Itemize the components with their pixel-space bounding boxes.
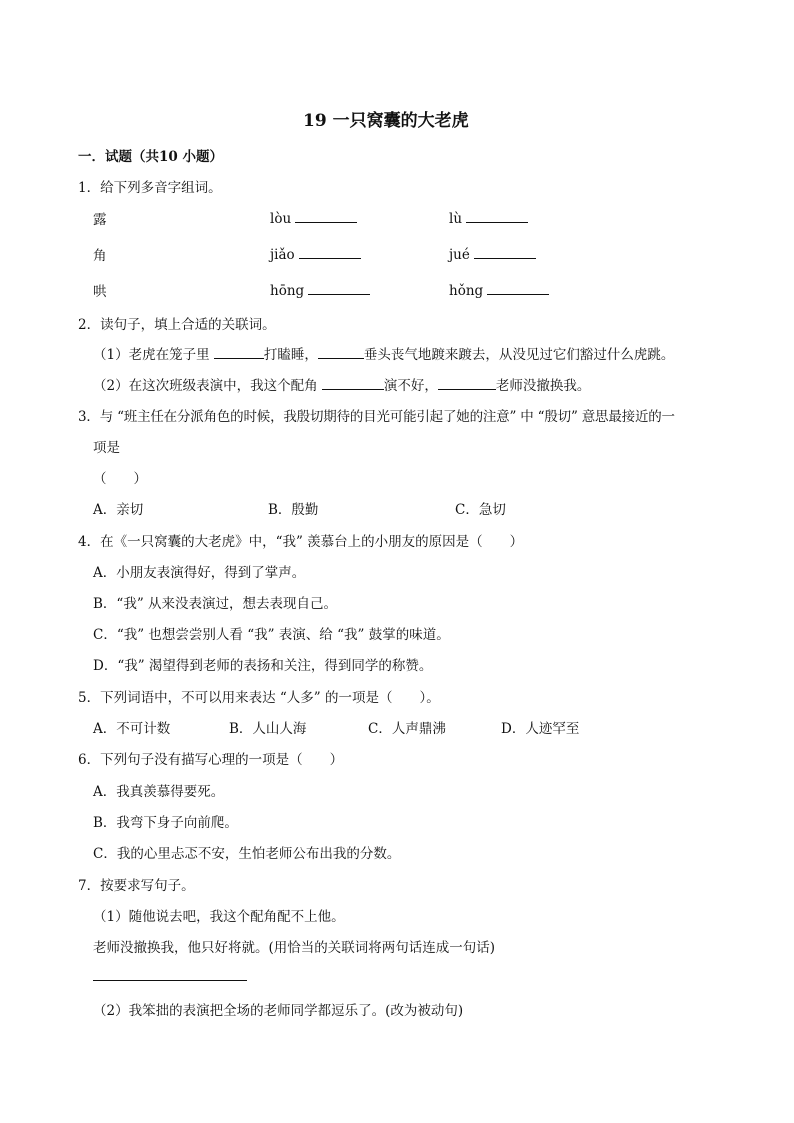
option-d[interactable]: D．“我” 渴望得到老师的表扬和关注，得到同学的称赞。 <box>93 658 433 674</box>
answer-blank[interactable] <box>487 280 549 295</box>
answer-blank[interactable] <box>474 244 536 259</box>
answer-blank[interactable] <box>466 208 528 223</box>
pinyin-label: lù <box>449 211 463 227</box>
answer-paren[interactable]: （ ） <box>93 471 147 487</box>
option-d[interactable]: D．人迹罕至 <box>501 721 580 737</box>
answer-blank[interactable] <box>299 244 361 259</box>
option-a[interactable]: A．亲切 <box>93 502 144 518</box>
section-heading: 一．试题（共10 小题） <box>78 149 223 165</box>
polyphone-char: 露 <box>93 212 107 228</box>
answer-blank[interactable] <box>295 208 357 223</box>
option-a[interactable]: A．我真羡慕得要死。 <box>93 784 225 800</box>
pinyin-2 <box>449 280 549 299</box>
pinyin-1 <box>270 208 357 227</box>
answer-blank[interactable] <box>214 344 264 359</box>
question-stem: 6．下列句子没有描写心理的一项是（ ） <box>78 752 344 768</box>
pinyin-label: hǒng <box>449 283 484 299</box>
option-c[interactable]: C．我的心里忐忑不安，生怕老师公布出我的分数。 <box>93 846 401 862</box>
pinyin-label: hōng <box>270 283 305 299</box>
answer-blank[interactable] <box>322 375 384 390</box>
question-stem-cont: 项是 <box>93 440 120 456</box>
sentence-1 <box>93 343 674 363</box>
option-a[interactable]: A．不可计数 <box>93 721 171 737</box>
question-stem: 7．按要求写句子。 <box>78 878 195 894</box>
question-stem: 2．读句子，填上合适的关联词。 <box>78 317 276 333</box>
sentence-part: 垂头丧气地踱来踱去，从没见过它们豁过什么虎跳。 <box>363 347 675 363</box>
answer-blank[interactable] <box>318 344 364 359</box>
pinyin-1 <box>270 280 370 299</box>
option-c[interactable]: C．人声鼎沸 <box>368 721 446 737</box>
sentence-2 <box>93 374 590 394</box>
pinyin-label: lòu <box>270 211 292 227</box>
option-b[interactable]: B．人山人海 <box>229 721 307 737</box>
page-title: 19 一只窝囊的大老虎 <box>303 111 469 131</box>
sentence-part: （2）在这次班级表演中，我这个配角 <box>93 378 322 394</box>
pinyin-label: jué <box>449 247 470 263</box>
answer-blank[interactable] <box>308 280 370 295</box>
pinyin-2 <box>449 244 536 263</box>
sentence-part: 老师没撤换我。 <box>495 378 591 394</box>
sentence-part: （1）老虎在笼子里 <box>93 347 214 363</box>
subquestion-1: （1）随他说去吧，我这个配角配不上他。 <box>93 909 345 925</box>
pinyin-label: jiǎo <box>270 247 295 263</box>
option-b[interactable]: B．“我” 从来没表演过，想去表现自己。 <box>93 596 338 612</box>
polyphone-char: 角 <box>93 248 107 264</box>
answer-line[interactable] <box>93 980 247 981</box>
pinyin-2 <box>449 208 528 227</box>
question-stem: 4．在《一只窝囊的大老虎》中，“我” 羡慕台上的小朋友的原因是（ ） <box>78 534 524 550</box>
subquestion-2: （2）我笨拙的表演把全场的老师同学都逗乐了。(改为被动句) <box>93 1003 464 1019</box>
answer-blank[interactable] <box>438 375 496 390</box>
option-c[interactable]: C．“我” 也想尝尝别人看 “我” 表演、给 “我” 鼓掌的味道。 <box>93 627 450 643</box>
polyphone-char: 哄 <box>93 284 107 300</box>
pinyin-1 <box>270 244 361 263</box>
sentence-part: 打瞌睡， <box>263 347 318 363</box>
sentence-part: 演不好， <box>383 378 438 394</box>
option-b[interactable]: B．殷勤 <box>268 502 319 518</box>
option-a[interactable]: A．小朋友表演得好，得到了掌声。 <box>93 565 306 581</box>
question-stem: 3．与 “班主任在分派角色的时候，我殷切期待的目光可能引起了她的注意” 中 “殷切” 意思最接近的一 <box>78 409 675 425</box>
question-stem: 5．下列词语中，不可以用来表达 “人多” 的一项是（ ）。 <box>78 690 440 706</box>
subquestion-1-cont: 老师没撤换我，他只好将就。(用恰当的关联词将两句话连成一句话) <box>93 940 496 956</box>
option-c[interactable]: C．急切 <box>455 502 506 518</box>
option-b[interactable]: B．我弯下身子向前爬。 <box>93 815 238 831</box>
question-stem: 1．给下列多音字组词。 <box>78 180 222 196</box>
